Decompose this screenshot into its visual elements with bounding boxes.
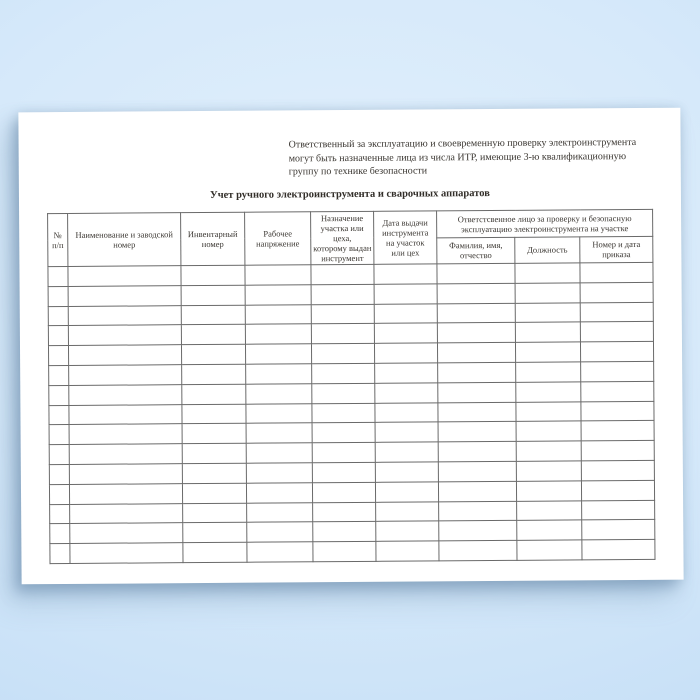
empty-cell xyxy=(182,424,246,444)
empty-cell xyxy=(516,461,581,481)
empty-cell xyxy=(582,520,655,540)
empty-cell xyxy=(182,463,246,483)
empty-cell xyxy=(374,303,437,323)
empty-cell xyxy=(48,266,68,286)
empty-cell xyxy=(312,363,375,383)
empty-cell xyxy=(69,365,182,386)
col-header-full-name: Фамилия, имя, отчество xyxy=(437,237,515,264)
empty-cell xyxy=(247,542,313,562)
empty-cell xyxy=(580,302,653,322)
empty-cell xyxy=(68,266,181,287)
empty-cell xyxy=(245,265,311,285)
empty-cell xyxy=(438,442,516,462)
empty-cell xyxy=(70,543,183,564)
empty-cell xyxy=(68,285,181,306)
empty-cell xyxy=(439,501,517,521)
col-header-row-number: № п/п xyxy=(48,213,68,266)
empty-cell xyxy=(311,344,374,364)
empty-cell xyxy=(312,443,375,463)
empty-cell xyxy=(438,461,516,481)
empty-cell xyxy=(582,540,655,560)
empty-cell xyxy=(247,502,313,522)
empty-cell xyxy=(69,483,182,504)
empty-cell xyxy=(313,522,376,542)
empty-cell xyxy=(375,422,438,442)
empty-cell xyxy=(182,483,246,503)
empty-cell xyxy=(516,421,581,441)
empty-cell xyxy=(246,483,312,503)
empty-cell xyxy=(246,463,312,483)
empty-cell xyxy=(312,482,375,502)
empty-cell xyxy=(246,384,312,404)
empty-cell xyxy=(375,442,438,462)
empty-cell xyxy=(181,325,245,345)
empty-cell xyxy=(49,445,69,465)
empty-cell xyxy=(515,342,580,362)
empty-cell xyxy=(246,443,312,463)
empty-cell xyxy=(439,541,517,561)
empty-cell xyxy=(50,544,70,564)
table-body xyxy=(48,262,655,563)
empty-cell xyxy=(581,361,654,381)
empty-cell xyxy=(245,344,311,364)
col-header-working-voltage: Рабочее напряжение xyxy=(245,212,311,265)
empty-cell xyxy=(181,285,245,305)
empty-cell xyxy=(68,345,181,366)
empty-cell xyxy=(515,283,580,303)
empty-cell xyxy=(48,346,68,366)
empty-cell xyxy=(247,522,313,542)
empty-cell xyxy=(375,482,438,502)
empty-cell xyxy=(48,286,68,306)
empty-cell xyxy=(375,383,438,403)
empty-cell xyxy=(312,403,375,423)
empty-cell xyxy=(374,343,437,363)
empty-cell xyxy=(580,322,653,342)
empty-cell xyxy=(245,285,311,305)
empty-cell xyxy=(69,424,182,445)
empty-cell xyxy=(517,500,582,520)
empty-cell xyxy=(48,326,68,346)
empty-cell xyxy=(182,364,246,384)
empty-cell xyxy=(181,265,245,285)
empty-cell xyxy=(376,501,439,521)
col-header-issue-date: Дата выдачи инструмента на участок или цех xyxy=(374,211,437,264)
empty-cell xyxy=(437,323,515,343)
empty-cell xyxy=(374,323,437,343)
empty-cell xyxy=(515,302,580,322)
empty-cell xyxy=(516,382,581,402)
empty-cell xyxy=(516,441,581,461)
register-table xyxy=(47,209,655,564)
empty-cell xyxy=(69,444,182,465)
empty-cell xyxy=(50,504,70,524)
empty-cell xyxy=(70,503,183,524)
empty-cell xyxy=(49,464,69,484)
empty-cell xyxy=(580,262,653,282)
empty-cell xyxy=(517,540,582,560)
empty-cell xyxy=(49,425,69,445)
empty-cell xyxy=(49,385,69,405)
empty-cell xyxy=(49,405,69,425)
empty-cell xyxy=(515,322,580,342)
col-header-assigned-section: Назначение участка или цеха, которому выдан инструмент xyxy=(311,211,374,264)
intro-paragraph: Ответственный за эксплуатацию и своевременную проверку электроинструмента могут быть назначенные лица из числа ИТР, имеющие 3-ю квалификационную группу по технике безопасности xyxy=(288,137,637,178)
empty-cell xyxy=(517,520,582,540)
empty-cell xyxy=(182,404,246,424)
empty-cell xyxy=(70,523,183,544)
empty-cell xyxy=(581,460,654,480)
empty-cell xyxy=(438,402,516,422)
empty-cell xyxy=(581,381,654,401)
empty-cell xyxy=(580,282,653,302)
empty-cell xyxy=(376,541,439,561)
document-title: Учет ручного электроинструмента и сварочных аппаратов xyxy=(209,188,490,201)
empty-cell xyxy=(313,541,376,561)
empty-cell xyxy=(437,303,515,323)
empty-cell xyxy=(183,503,247,523)
empty-cell xyxy=(437,343,515,363)
empty-cell xyxy=(437,263,515,283)
empty-cell xyxy=(582,500,655,520)
empty-cell xyxy=(68,325,181,346)
empty-cell xyxy=(374,284,437,304)
empty-cell xyxy=(581,480,654,500)
empty-cell xyxy=(183,542,247,562)
empty-cell xyxy=(183,523,247,543)
empty-cell xyxy=(69,384,182,405)
empty-cell xyxy=(312,383,375,403)
col-header-inventory-number: Инвентарный номер xyxy=(181,212,245,265)
empty-cell xyxy=(437,283,515,303)
empty-cell xyxy=(312,462,375,482)
empty-cell xyxy=(182,384,246,404)
empty-cell xyxy=(581,421,654,441)
empty-cell xyxy=(246,403,312,423)
empty-cell xyxy=(245,324,311,344)
empty-cell xyxy=(581,401,654,421)
empty-cell xyxy=(69,464,182,485)
empty-cell xyxy=(69,404,182,425)
empty-cell xyxy=(312,423,375,443)
empty-cell xyxy=(246,423,312,443)
col-header-order-number-date: Номер и дата приказа xyxy=(580,236,653,263)
empty-cell xyxy=(516,362,581,382)
empty-cell xyxy=(438,382,516,402)
empty-cell xyxy=(48,306,68,326)
empty-cell xyxy=(311,324,374,344)
empty-cell xyxy=(182,443,246,463)
col-header-position: Должность xyxy=(515,236,580,263)
empty-cell xyxy=(581,441,654,461)
empty-cell xyxy=(516,401,581,421)
empty-cell xyxy=(245,304,311,324)
empty-cell xyxy=(68,305,181,326)
col-header-name-serial: Наименование и заводской номер xyxy=(68,213,181,267)
empty-cell xyxy=(580,342,653,362)
empty-cell xyxy=(181,344,245,364)
empty-cell xyxy=(313,502,376,522)
empty-cell xyxy=(311,264,374,284)
empty-cell xyxy=(515,263,580,283)
empty-cell xyxy=(438,481,516,501)
empty-row xyxy=(50,540,655,564)
empty-cell xyxy=(246,364,312,384)
document-page xyxy=(18,108,683,585)
empty-cell xyxy=(375,402,438,422)
empty-cell xyxy=(50,524,70,544)
empty-cell xyxy=(374,264,437,284)
empty-cell xyxy=(439,521,517,541)
empty-cell xyxy=(49,484,69,504)
empty-cell xyxy=(311,304,374,324)
empty-cell xyxy=(375,363,438,383)
empty-cell xyxy=(311,284,374,304)
empty-cell xyxy=(375,462,438,482)
empty-cell xyxy=(438,362,516,382)
empty-cell xyxy=(181,305,245,325)
empty-cell xyxy=(376,521,439,541)
table-header xyxy=(48,209,653,266)
empty-cell xyxy=(516,481,581,501)
empty-cell xyxy=(438,422,516,442)
empty-cell xyxy=(49,365,69,385)
col-group-header-responsible-person: Ответстсвенное лицо за проверку и безопасную эксплуатацию электроинструмента на участке xyxy=(437,209,653,237)
